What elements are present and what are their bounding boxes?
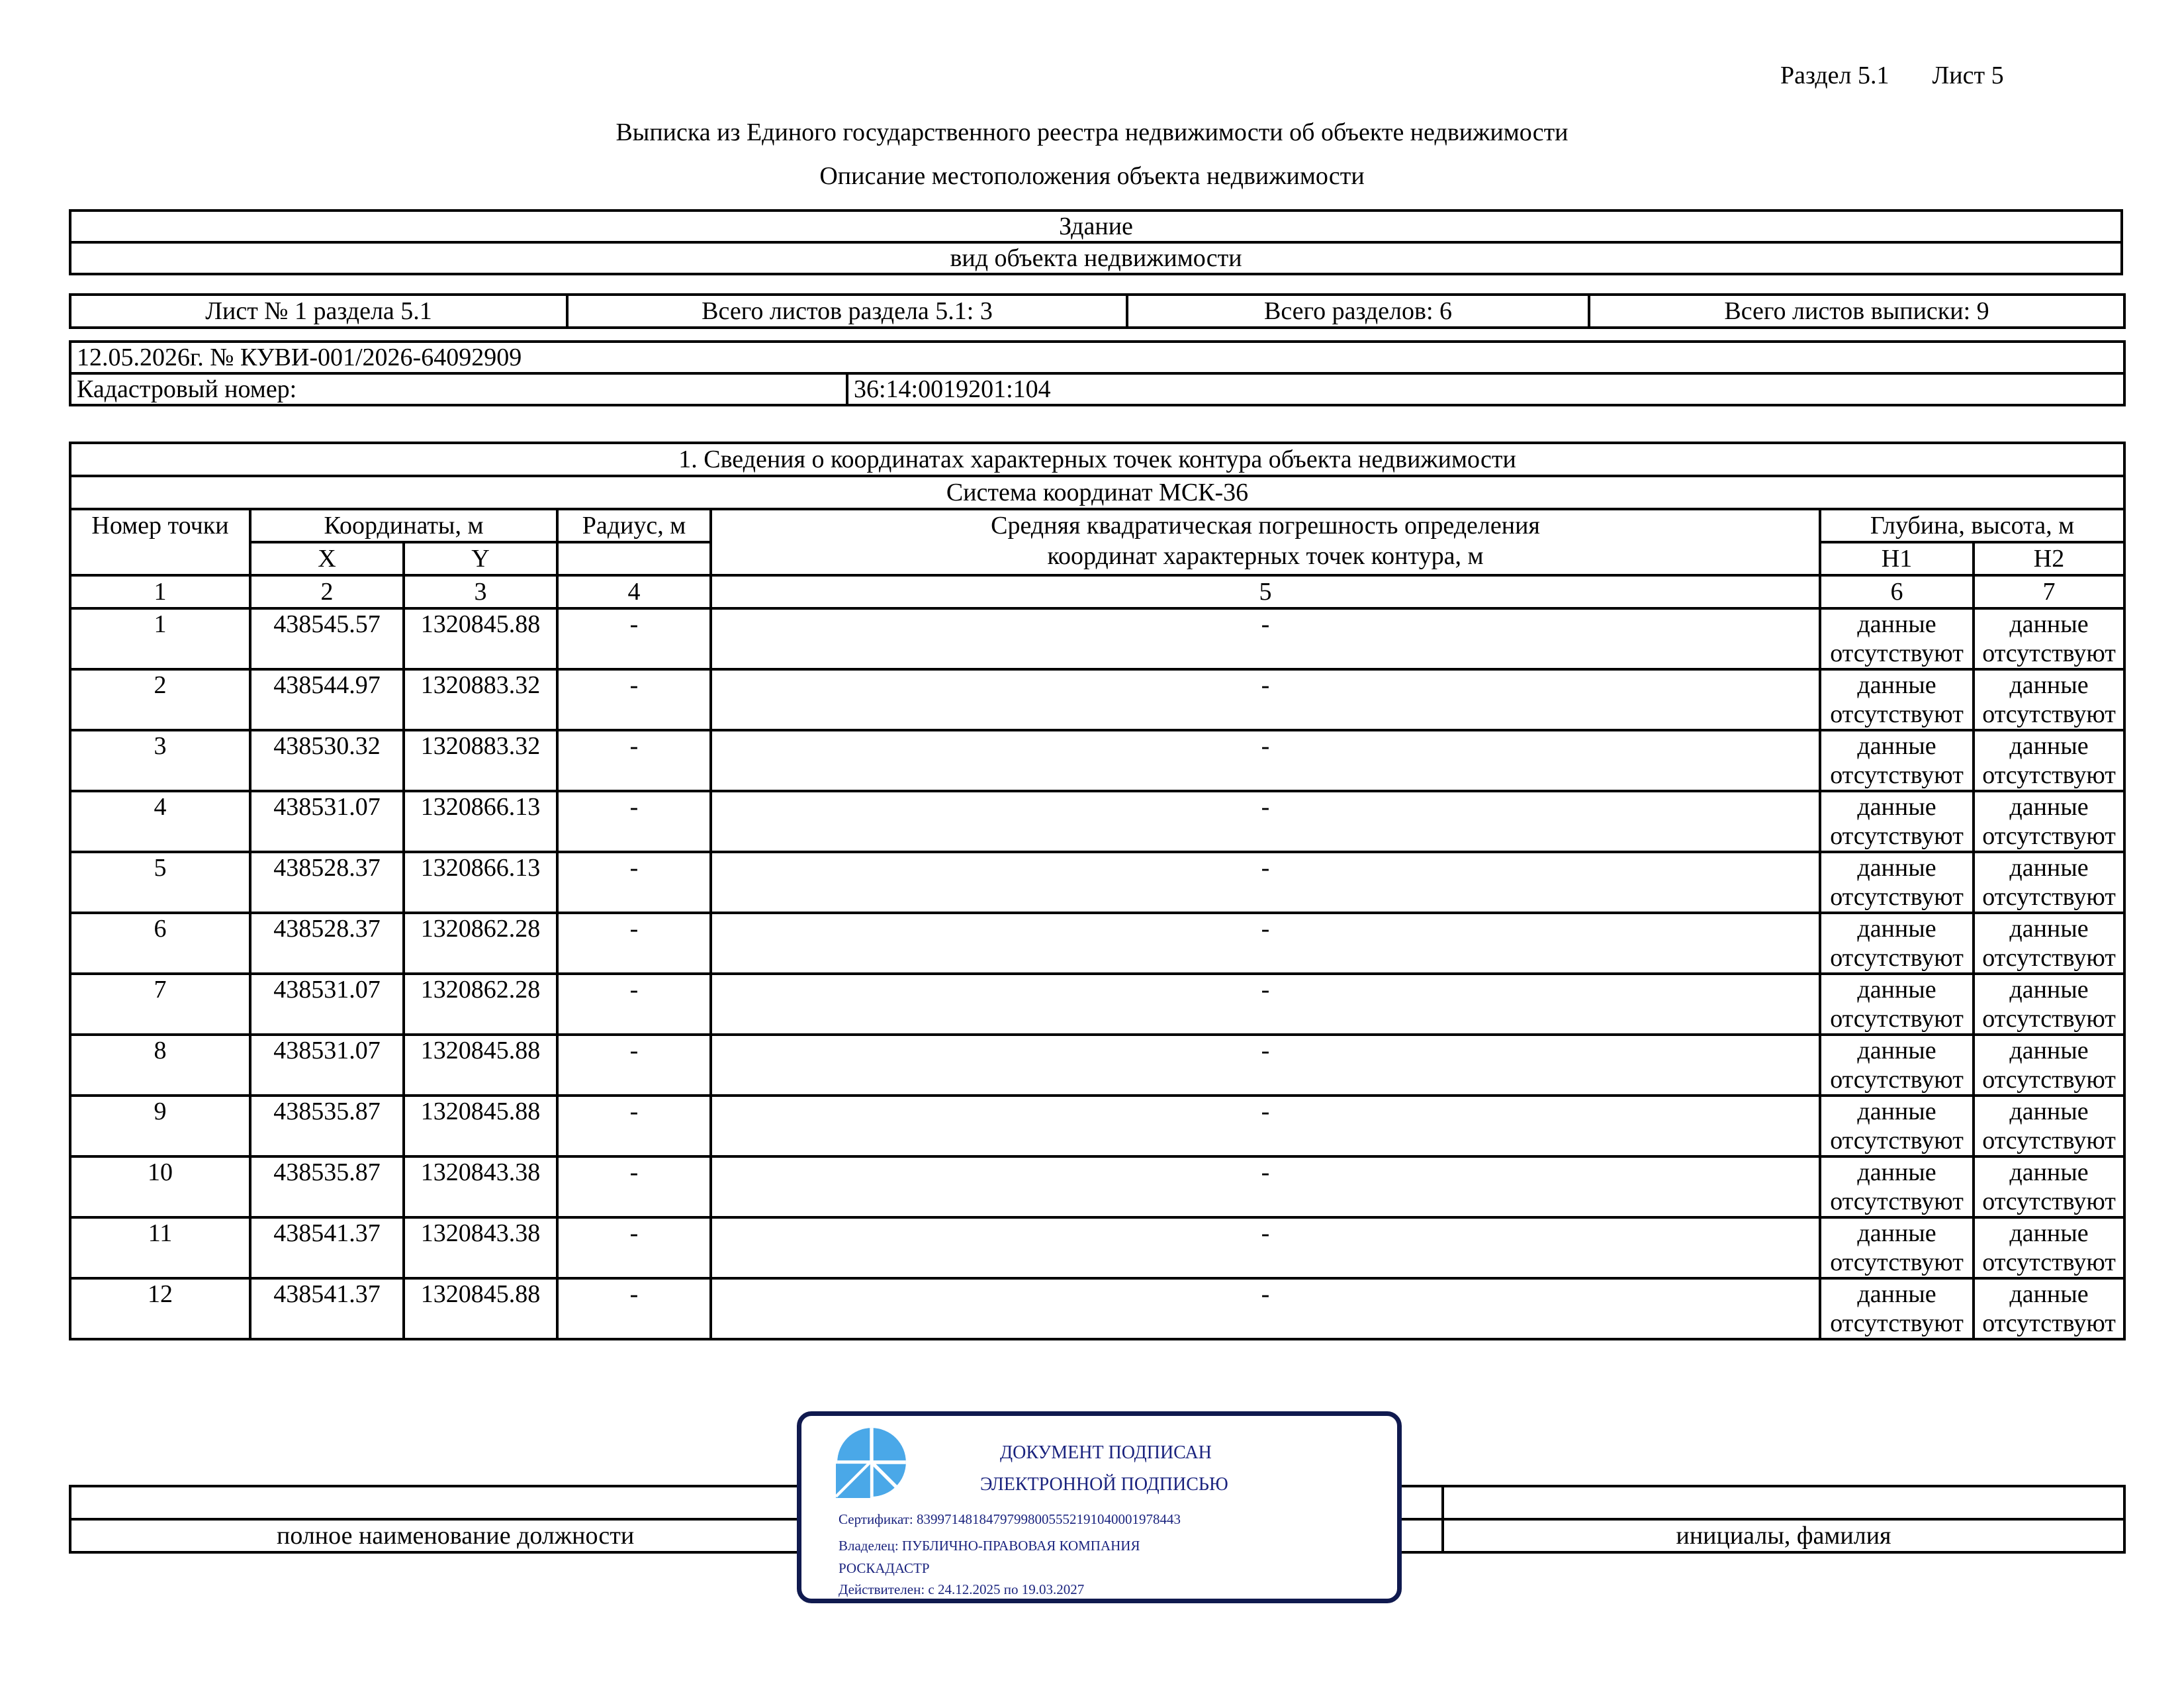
- position-caption: полное наименование должности: [70, 1519, 1443, 1552]
- radius-cell: -: [557, 913, 711, 974]
- depth-h1-cell: данные отсутствуют: [1820, 852, 1974, 913]
- point-number-cell: 12: [70, 1278, 250, 1339]
- mean-square-error-cell: -: [711, 1217, 1820, 1278]
- depth-h2-cell: данные отсутствуют: [1974, 1278, 2124, 1339]
- mean-square-error-cell: -: [711, 1156, 1820, 1217]
- radius-cell: -: [557, 1217, 711, 1278]
- coord-y-cell: 1320862.28: [404, 974, 557, 1035]
- header-h1: H1: [1820, 542, 1974, 575]
- depth-h2-cell: данные отсутствуют: [1974, 974, 2124, 1035]
- coordinates-table-title: 1. Сведения о координатах характерных точек контура объекта недвижимости: [70, 443, 2124, 476]
- point-number-cell: 6: [70, 913, 250, 974]
- radius-cell: -: [557, 791, 711, 852]
- depth-h2-cell: данные отсутствуют: [1974, 1096, 2124, 1156]
- sheet-label: Лист 5: [1932, 62, 2004, 89]
- radius-cell: -: [557, 730, 711, 791]
- mean-square-error-cell: -: [711, 608, 1820, 669]
- depth-h1-cell: данные отсутствуют: [1820, 608, 1974, 669]
- header-point-number: Номер точки: [70, 509, 250, 575]
- depth-h1-cell: данные отсутствуют: [1820, 1035, 1974, 1096]
- depth-h1-cell: данные отсутствуют: [1820, 669, 1974, 730]
- depth-h1-cell: данные отсутствуют: [1820, 913, 1974, 974]
- section-label: Раздел 5.1: [1780, 62, 1889, 89]
- column-number: 5: [711, 575, 1820, 608]
- radius-cell: -: [557, 608, 711, 669]
- name-caption: инициалы, фамилия: [1443, 1519, 2124, 1552]
- coord-x-cell: 438535.87: [250, 1156, 404, 1217]
- header-h2: H2: [1974, 542, 2124, 575]
- cadastral-number-label: Кадастровый номер:: [70, 373, 847, 405]
- table-row: [70, 1096, 2124, 1156]
- radius-cell: -: [557, 1156, 711, 1217]
- coord-x-cell: 438531.07: [250, 974, 404, 1035]
- depth-h2-cell: данные отсутствуют: [1974, 852, 2124, 913]
- section-reference: [1780, 61, 2004, 90]
- electronic-signature-stamp: [797, 1411, 1402, 1603]
- stamp-owner-2: РОСКАДАСТР: [839, 1560, 930, 1576]
- column-number: 7: [1974, 575, 2124, 608]
- sheet-of-section: Лист № 1 раздела 5.1: [70, 295, 567, 328]
- table-row: [70, 1035, 2124, 1096]
- depth-h2-cell: данные отсутствуют: [1974, 791, 2124, 852]
- coordinate-system: Система координат МСК-36: [70, 476, 2124, 509]
- header-x: X: [250, 542, 404, 575]
- header-radius: Радиус, м: [557, 509, 711, 542]
- depth-h2-cell: данные отсутствуют: [1974, 1035, 2124, 1096]
- coord-x-cell: 438528.37: [250, 913, 404, 974]
- coord-x-cell: 438545.57: [250, 608, 404, 669]
- coord-y-cell: 1320845.88: [404, 1278, 557, 1339]
- table-row: [70, 791, 2124, 852]
- column-number: 6: [1820, 575, 1974, 608]
- coord-y-cell: 1320843.38: [404, 1217, 557, 1278]
- coord-x-cell: 438530.32: [250, 730, 404, 791]
- mean-square-error-cell: -: [711, 1278, 1820, 1339]
- radius-cell: -: [557, 974, 711, 1035]
- depth-h1-cell: данные отсутствуют: [1820, 1096, 1974, 1156]
- table-row: [70, 730, 2124, 791]
- mean-square-error-cell: -: [711, 1096, 1820, 1156]
- point-number-cell: 3: [70, 730, 250, 791]
- depth-h1-cell: данные отсутствуют: [1820, 730, 1974, 791]
- total-section-sheets: Всего листов раздела 5.1: 3: [567, 295, 1127, 328]
- point-number-cell: 10: [70, 1156, 250, 1217]
- stamp-certificate: Сертификат: 83997148184797998005552191040001978443: [839, 1511, 1181, 1527]
- mean-square-error-cell: -: [711, 791, 1820, 852]
- depth-h1-cell: данные отсутствуют: [1820, 1156, 1974, 1217]
- depth-h2-cell: данные отсутствуют: [1974, 1156, 2124, 1217]
- mean-square-error-cell: -: [711, 669, 1820, 730]
- object-kind-caption: вид объекта недвижимости: [70, 242, 2122, 274]
- point-number-cell: 8: [70, 1035, 250, 1096]
- table-row: [70, 608, 2124, 669]
- coord-x-cell: 438528.37: [250, 852, 404, 913]
- point-number-cell: 4: [70, 791, 250, 852]
- column-number: 2: [250, 575, 404, 608]
- table-row: [70, 1217, 2124, 1278]
- header-radius-empty: [557, 542, 711, 575]
- table-row: [70, 669, 2124, 730]
- table-row: [70, 852, 2124, 913]
- point-number-cell: 11: [70, 1217, 250, 1278]
- radius-cell: -: [557, 852, 711, 913]
- coord-y-cell: 1320866.13: [404, 791, 557, 852]
- coord-x-cell: 438544.97: [250, 669, 404, 730]
- header-depth-height: Глубина, высота, м: [1820, 509, 2124, 542]
- table-row: [70, 974, 2124, 1035]
- point-number-cell: 2: [70, 669, 250, 730]
- total-extract-sheets: Всего листов выписки: 9: [1589, 295, 2124, 328]
- table-row: [70, 1278, 2124, 1339]
- radius-cell: -: [557, 669, 711, 730]
- radius-cell: -: [557, 1278, 711, 1339]
- header-y: Y: [404, 542, 557, 575]
- coord-y-cell: 1320862.28: [404, 913, 557, 974]
- table-row: [70, 1156, 2124, 1217]
- point-number-cell: 9: [70, 1096, 250, 1156]
- stamp-line1: ДОКУМЕНТ ПОДПИСАН: [1000, 1442, 1212, 1463]
- depth-h2-cell: данные отсутствуют: [1974, 1217, 2124, 1278]
- header-coordinates: Координаты, м: [250, 509, 557, 542]
- stamp-line2: ЭЛЕКТРОННОЙ ПОДПИСЬЮ: [980, 1474, 1228, 1495]
- coord-x-cell: 438531.07: [250, 1035, 404, 1096]
- column-number: 4: [557, 575, 711, 608]
- stamp-valid: Действителен: с 24.12.2025 по 19.03.2027: [839, 1581, 1085, 1597]
- coord-x-cell: 438535.87: [250, 1096, 404, 1156]
- depth-h2-cell: данные отсутствуют: [1974, 913, 2124, 974]
- coord-y-cell: 1320883.32: [404, 730, 557, 791]
- coord-x-cell: 438541.37: [250, 1278, 404, 1339]
- mean-square-error-cell: -: [711, 974, 1820, 1035]
- point-number-cell: 7: [70, 974, 250, 1035]
- extract-info-table: [69, 340, 2126, 406]
- header-mean-square-error: Средняя квадратическая погрешность определения координат характерных точек контура, м: [711, 509, 1820, 575]
- mean-square-error-cell: -: [711, 913, 1820, 974]
- radius-cell: -: [557, 1096, 711, 1156]
- point-number-cell: 1: [70, 608, 250, 669]
- mean-square-error-cell: -: [711, 852, 1820, 913]
- depth-h1-cell: данные отсутствуют: [1820, 974, 1974, 1035]
- coord-y-cell: 1320843.38: [404, 1156, 557, 1217]
- mean-square-error-cell: -: [711, 1035, 1820, 1096]
- extract-date-number: 12.05.2026г. № КУВИ-001/2026-64092909: [70, 342, 2124, 373]
- radius-cell: -: [557, 1035, 711, 1096]
- coord-x-cell: 438541.37: [250, 1217, 404, 1278]
- depth-h1-cell: данные отсутствуют: [1820, 1217, 1974, 1278]
- coord-x-cell: 438531.07: [250, 791, 404, 852]
- depth-h2-cell: данные отсутствуют: [1974, 608, 2124, 669]
- depth-h2-cell: данные отсутствуют: [1974, 669, 2124, 730]
- point-number-cell: 5: [70, 852, 250, 913]
- document-subtitle: Описание местоположения объекта недвижимости: [819, 162, 1365, 190]
- total-sections: Всего разделов: 6: [1127, 295, 1589, 328]
- depth-h1-cell: данные отсутствуют: [1820, 1278, 1974, 1339]
- coordinates-table: [69, 442, 2126, 1340]
- coord-y-cell: 1320883.32: [404, 669, 557, 730]
- object-kind-value: Здание: [70, 211, 2122, 242]
- depth-h1-cell: данные отсутствуют: [1820, 791, 1974, 852]
- name-field: [1443, 1486, 2124, 1519]
- roskadastr-logo-icon: [836, 1427, 907, 1498]
- stamp-owner: Владелец: ПУБЛИЧНО-ПРАВОВАЯ КОМПАНИЯ: [839, 1538, 1140, 1554]
- mean-square-error-cell: -: [711, 730, 1820, 791]
- column-number: 3: [404, 575, 557, 608]
- depth-h2-cell: данные отсутствуют: [1974, 730, 2124, 791]
- cadastral-number-value: 36:14:0019201:104: [847, 373, 2124, 405]
- coord-y-cell: 1320845.88: [404, 1035, 557, 1096]
- sheets-table: [69, 293, 2126, 329]
- table-row: [70, 913, 2124, 974]
- object-kind-table: [69, 209, 2123, 275]
- column-number: 1: [70, 575, 250, 608]
- coord-y-cell: 1320866.13: [404, 852, 557, 913]
- coord-y-cell: 1320845.88: [404, 1096, 557, 1156]
- coord-y-cell: 1320845.88: [404, 608, 557, 669]
- document-title: Выписка из Единого государственного реестра недвижимости об объекте недвижимости: [615, 118, 1569, 146]
